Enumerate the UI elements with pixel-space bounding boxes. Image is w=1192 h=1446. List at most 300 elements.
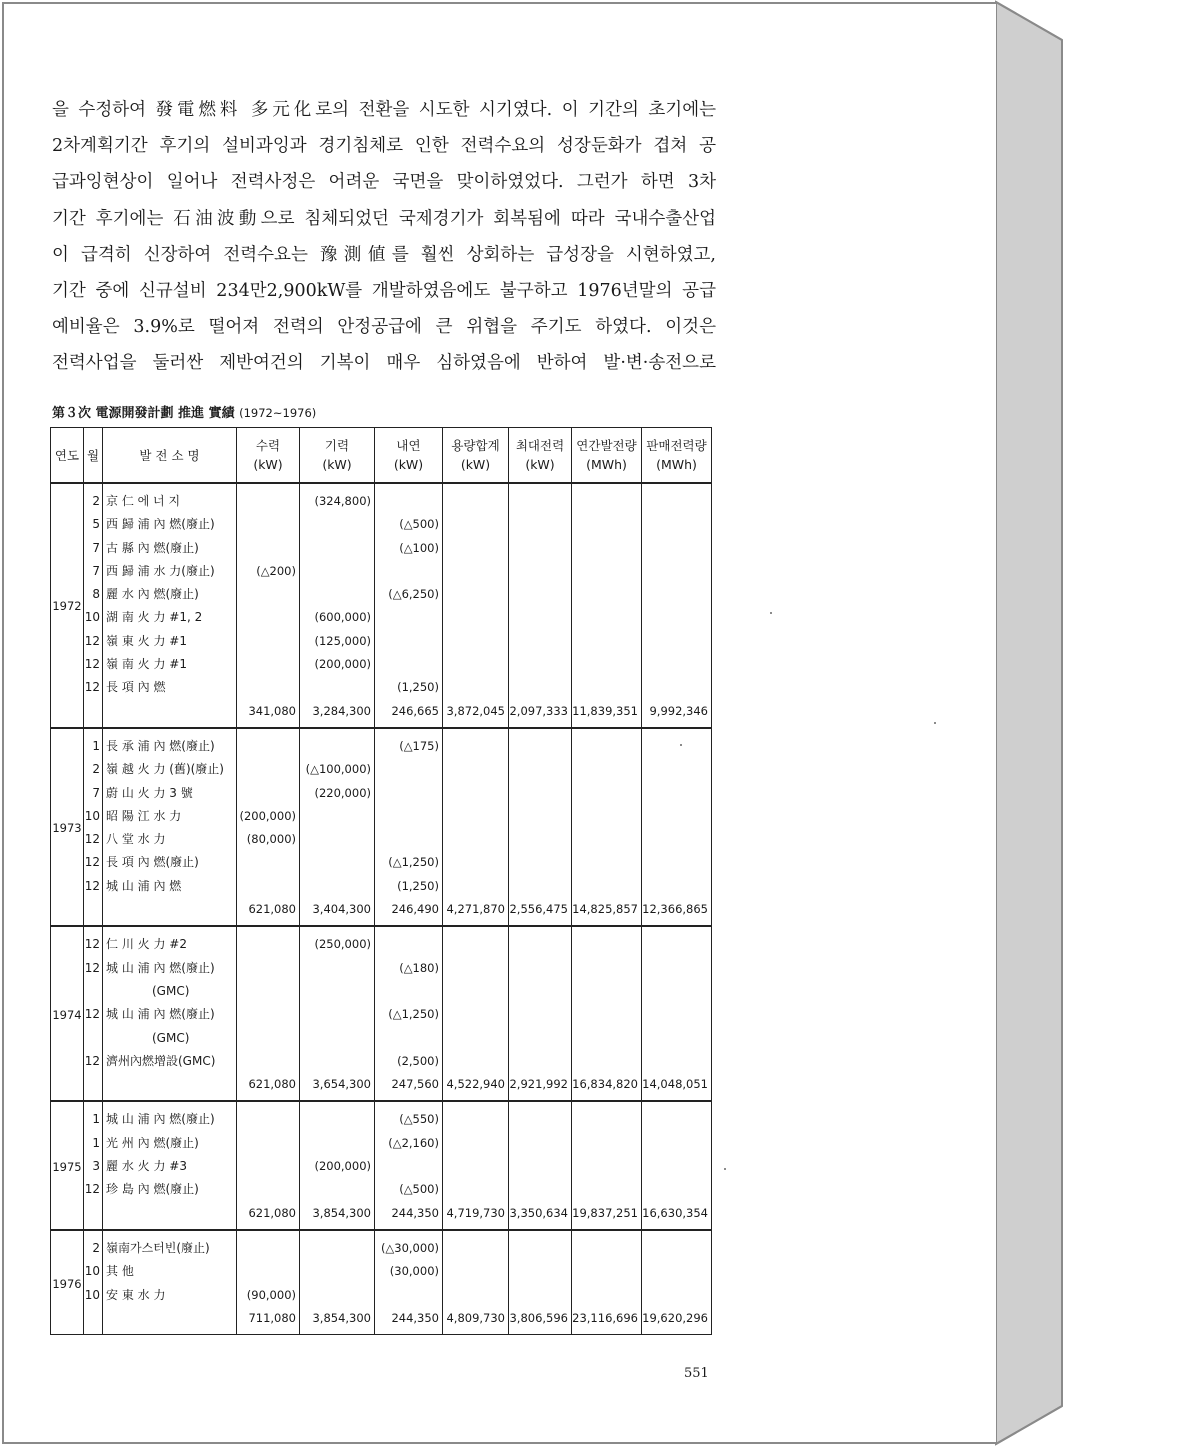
table-header-row (51, 428, 712, 484)
thermal-value (300, 851, 371, 874)
empty-line (509, 851, 568, 874)
table-row (51, 1101, 712, 1229)
empty-line (572, 957, 638, 980)
empty-line (443, 630, 505, 653)
empty-line (443, 513, 505, 536)
header-peak (509, 428, 572, 484)
header-sales-unit: (MWh) (656, 457, 697, 472)
internal-value: (1,250) (397, 680, 439, 695)
month-cell (84, 483, 103, 728)
plant-name: 長 承 浦 內 燃(廢止) (106, 738, 215, 753)
hydro-value (237, 1027, 296, 1050)
empty-line (509, 606, 568, 629)
empty-line (443, 735, 505, 758)
internal-cell (375, 483, 443, 728)
header-annual-gen-label: 연간발전량 (576, 438, 637, 453)
empty-line (642, 560, 708, 583)
empty-line (572, 583, 638, 606)
annual_gen-cell (572, 926, 642, 1101)
header-peak-label: 최대전력 (515, 438, 565, 453)
paragraph-line: 기간 후기에는 石油波動으로 침체되었던 국제경기가 회복됨에 따라 국내수출산업 (52, 208, 716, 229)
empty-line (443, 1155, 505, 1178)
month-spacer (84, 1307, 100, 1330)
empty-line (642, 537, 708, 560)
hydro-value (237, 957, 296, 980)
thermal-value (300, 1178, 371, 1201)
empty-line (443, 875, 505, 898)
month-value: 10 (84, 1287, 100, 1302)
empty-line (572, 1027, 638, 1050)
development-results-table (50, 427, 712, 1335)
empty-line (509, 1260, 568, 1283)
hydro-value (237, 490, 296, 513)
month-value: 12 (84, 680, 100, 695)
total-capacity-total: 4,719,730 (446, 1205, 505, 1220)
plant-name: 西 歸 浦 水 力(廢止) (106, 563, 215, 578)
internal-value (375, 630, 439, 653)
empty-line (572, 537, 638, 560)
hydro-value (237, 583, 296, 606)
empty-line (642, 490, 708, 513)
hydro-cell (237, 1101, 300, 1229)
hydro-value (237, 1132, 296, 1155)
total-sales: 19,620,296 (642, 1310, 708, 1325)
total-annual-gen: 19,837,251 (572, 1205, 638, 1220)
empty-line (642, 851, 708, 874)
month-cell (84, 926, 103, 1101)
empty-line (443, 583, 505, 606)
header-hydro-unit: (kW) (253, 457, 283, 472)
annual_gen-cell (572, 1101, 642, 1229)
empty-line (443, 1260, 505, 1283)
total-internal: 247,560 (391, 1077, 439, 1092)
thermal-value (300, 1027, 371, 1050)
total-internal: 246,665 (391, 703, 439, 718)
peak-cell (509, 483, 572, 728)
hydro-cell (237, 1230, 300, 1335)
thermal-value: (△100,000) (305, 762, 371, 777)
empty-line (443, 1132, 505, 1155)
empty-line (443, 1050, 505, 1073)
month-value: 12 (84, 937, 100, 952)
sales-cell (642, 1230, 712, 1335)
total-capacity-total: 4,522,940 (446, 1077, 505, 1092)
plant-spacer (106, 700, 236, 723)
empty-line (642, 1003, 708, 1026)
empty-line (443, 653, 505, 676)
empty-line (642, 1284, 708, 1307)
plant-name: 古 縣 內 燃(廢止) (106, 540, 199, 555)
paragraph-line: 을 수정하여 發電燃料 多元化로의 전환을 시도한 시기였다. 이 기간의 초기에는 (52, 100, 716, 120)
empty-line (443, 805, 505, 828)
year-cell: 1974 (51, 926, 84, 1101)
plant-spacer (106, 898, 236, 921)
hydro-value: (200,000) (239, 808, 296, 823)
paragraph-line: 예비율은 3.9%로 떨어져 전력의 안정공급에 큰 위협을 주기도 하였다. 이것은 (52, 317, 716, 338)
table-caption (52, 402, 316, 421)
empty-line (642, 1050, 708, 1073)
empty-line (443, 537, 505, 560)
table-caption-period: (1972~1976) (239, 406, 317, 420)
plant-name: 湖 南 火 力 #1, 2 (106, 610, 203, 625)
month-spacer (84, 898, 100, 921)
plant-cell (103, 926, 237, 1101)
total-hydro: 621,080 (248, 1205, 296, 1220)
empty-line (642, 1027, 708, 1050)
header-sales (642, 428, 712, 484)
paragraph-line: 이 급격히 신장하여 전력수요는 豫測値를 훨씬 상회하는 급성장을 시현하였고, (52, 244, 716, 265)
hydro-cell (237, 728, 300, 926)
header-month: 월 (84, 428, 103, 484)
internal-value: (△175) (399, 738, 439, 753)
month-value: 7 (92, 540, 100, 555)
thermal-cell (300, 926, 375, 1101)
empty-line (443, 490, 505, 513)
plant-name: 嶺南가스터빈(廢止) (106, 1240, 210, 1255)
total-hydro: 621,080 (248, 902, 296, 917)
total-internal: 244,350 (391, 1205, 439, 1220)
month-value: 12 (84, 657, 100, 672)
thermal-value (300, 537, 371, 560)
empty-line (572, 805, 638, 828)
empty-line (572, 560, 638, 583)
empty-line (509, 782, 568, 805)
total-capacity-total: 4,809,730 (446, 1310, 505, 1325)
empty-line (642, 1178, 708, 1201)
hydro-value (237, 513, 296, 536)
thermal-cell (300, 1230, 375, 1335)
month-value: 1 (92, 738, 100, 753)
empty-line (509, 933, 568, 956)
internal-value (375, 805, 439, 828)
plant-cell (103, 1230, 237, 1335)
empty-line (642, 630, 708, 653)
empty-line (509, 758, 568, 781)
capacity_total-cell (443, 1230, 509, 1335)
internal-cell (375, 1230, 443, 1335)
thermal-value (300, 1237, 371, 1260)
empty-line (642, 957, 708, 980)
scan-speck (934, 722, 936, 724)
header-peak-unit: (kW) (525, 457, 555, 472)
internal-value (375, 1027, 439, 1050)
thermal-value: (200,000) (314, 1159, 371, 1174)
hydro-value (237, 1260, 296, 1283)
empty-line (443, 1108, 505, 1131)
annual_gen-cell (572, 483, 642, 728)
empty-line (572, 851, 638, 874)
internal-value: (1,250) (397, 878, 439, 893)
paragraph-line: 급과잉현상이 일어나 전력사정은 어려운 국면을 맞이하였었다. 그런가 하면 3차 (52, 172, 716, 193)
hydro-value (237, 1178, 296, 1201)
empty-line (642, 933, 708, 956)
plant-name: 嶺 越 火 力 (舊)(廢止) (106, 762, 224, 777)
month-value: 10 (84, 1264, 100, 1279)
hydro-value: (△200) (256, 563, 296, 578)
sales-cell (642, 728, 712, 926)
plant-name: 安 東 水 力 (106, 1287, 166, 1302)
empty-line (443, 1027, 505, 1050)
year-cell: 1973 (51, 728, 84, 926)
header-plant: 발 전 소 명 (103, 428, 237, 484)
plant-cell (103, 1101, 237, 1229)
plant-name: 濟州內燃增設(GMC) (106, 1053, 216, 1068)
thermal-value: (125,000) (314, 633, 371, 648)
internal-value: (△2,160) (388, 1135, 439, 1150)
empty-line (509, 957, 568, 980)
plant-cell (103, 483, 237, 728)
empty-line (572, 933, 638, 956)
total-internal: 244,350 (391, 1310, 439, 1325)
internal-value: (△100) (399, 540, 439, 555)
header-internal (375, 428, 443, 484)
thermal-cell (300, 1101, 375, 1229)
empty-line (642, 606, 708, 629)
empty-line (572, 735, 638, 758)
total-thermal: 3,654,300 (312, 1077, 371, 1092)
plant-name: 蔚 山 火 力 3 號 (106, 785, 193, 800)
paragraph-line: 2차계획기간 후기의 설비과잉과 경기침체로 인한 전력수요의 성장둔화가 겹쳐 공 (52, 136, 716, 157)
internal-value (375, 606, 439, 629)
empty-line (443, 828, 505, 851)
month-value: 2 (92, 762, 100, 777)
paragraph-line: 기간 중에 신규설비 234만2,900kW를 개발하였음에도 불구하고 1976년말의 공급 (52, 280, 716, 301)
month-value: 10 (84, 808, 100, 823)
hydro-value (237, 782, 296, 805)
hydro-value (237, 933, 296, 956)
internal-value (375, 560, 439, 583)
empty-line (642, 735, 708, 758)
month-value: 2 (92, 1240, 100, 1255)
internal-value (375, 653, 439, 676)
month-value: 12 (84, 832, 100, 847)
empty-line (572, 606, 638, 629)
month-spacer (84, 700, 100, 723)
empty-line (509, 1178, 568, 1201)
empty-line (572, 1237, 638, 1260)
empty-line (642, 1132, 708, 1155)
total-annual-gen: 23,116,696 (572, 1310, 638, 1325)
total-thermal: 3,854,300 (312, 1310, 371, 1325)
plant-name: 城 山 浦 內 燃(廢止) (106, 960, 215, 975)
plant-name: 其 他 (106, 1264, 134, 1279)
empty-line (509, 513, 568, 536)
hydro-value (237, 1003, 296, 1026)
total-peak: 2,556,475 (509, 902, 568, 917)
thermal-value (300, 583, 371, 606)
empty-line (642, 758, 708, 781)
total-peak: 2,921,992 (509, 1077, 568, 1092)
hydro-value (237, 851, 296, 874)
thermal-cell (300, 728, 375, 926)
empty-line (443, 1003, 505, 1026)
plant-name: 八 堂 水 力 (106, 832, 166, 847)
total-thermal: 3,284,300 (312, 703, 371, 718)
internal-value: (△550) (399, 1112, 439, 1127)
internal-value (375, 490, 439, 513)
internal-value: (△1,250) (388, 855, 439, 870)
header-annual-gen (572, 428, 642, 484)
capacity_total-cell (443, 483, 509, 728)
page-number: 551 (684, 1366, 709, 1381)
month-value: 12 (84, 855, 100, 870)
internal-value (375, 1155, 439, 1178)
hydro-cell (237, 483, 300, 728)
total-peak: 3,350,634 (509, 1205, 568, 1220)
table-row (51, 926, 712, 1101)
header-sales-label: 판매전력량 (646, 438, 707, 453)
header-internal-label: 내연 (396, 438, 421, 453)
empty-line (642, 828, 708, 851)
total-sales: 9,992,346 (649, 703, 708, 718)
capacity_total-cell (443, 926, 509, 1101)
year-cell: 1976 (51, 1230, 84, 1335)
empty-line (509, 1050, 568, 1073)
thermal-value (300, 1260, 371, 1283)
month-value: 12 (84, 633, 100, 648)
month-value: 5 (92, 517, 100, 532)
thermal-value (300, 560, 371, 583)
empty-line (509, 875, 568, 898)
total-sales: 16,630,354 (642, 1205, 708, 1220)
hydro-value (237, 758, 296, 781)
empty-line (572, 828, 638, 851)
hydro-value (237, 735, 296, 758)
internal-value: (△1,250) (388, 1007, 439, 1022)
total-thermal: 3,854,300 (312, 1205, 371, 1220)
thermal-cell (300, 483, 375, 728)
empty-line (642, 782, 708, 805)
thermal-value: (324,800) (314, 494, 371, 508)
empty-line (509, 980, 568, 1003)
empty-line (642, 653, 708, 676)
header-hydro-label: 수력 (255, 438, 281, 453)
hydro-value: (80,000) (246, 832, 296, 847)
month-value: 7 (92, 785, 100, 800)
month-value: 1 (92, 1135, 100, 1150)
empty-line (572, 1050, 638, 1073)
thermal-value (300, 1050, 371, 1073)
empty-line (443, 1284, 505, 1307)
plant-name: 長 項 內 燃 (106, 680, 166, 695)
empty-line (509, 1132, 568, 1155)
empty-line (509, 1003, 568, 1026)
month-value: 8 (92, 587, 100, 602)
internal-cell (375, 1101, 443, 1229)
internal-value (375, 828, 439, 851)
hydro-value: (90,000) (246, 1287, 296, 1302)
total-hydro: 711,080 (248, 1310, 296, 1325)
empty-line (509, 1108, 568, 1131)
empty-line (572, 513, 638, 536)
plant-name: 嶺 南 火 力 #1 (106, 657, 187, 672)
internal-value: (30,000) (389, 1264, 439, 1279)
month-spacer (84, 1202, 100, 1225)
empty-line (443, 851, 505, 874)
empty-line (509, 1284, 568, 1307)
empty-line (509, 1027, 568, 1050)
peak-cell (509, 1101, 572, 1229)
empty-line (642, 805, 708, 828)
sales-cell (642, 926, 712, 1101)
capacity_total-cell (443, 1101, 509, 1229)
header-thermal-unit: (kW) (322, 457, 352, 472)
plant-spacer (106, 1073, 236, 1096)
empty-line (443, 1178, 505, 1201)
internal-value: (△6,250) (388, 587, 439, 602)
plant-name: (GMC) (152, 1030, 190, 1045)
empty-line (642, 1108, 708, 1131)
total-annual-gen: 11,839,351 (572, 703, 638, 718)
plant-name: 仁 川 火 力 #2 (106, 937, 187, 952)
scan-speck (724, 1168, 726, 1170)
total-capacity-total: 3,872,045 (446, 703, 505, 718)
internal-value (375, 1284, 439, 1307)
empty-line (642, 875, 708, 898)
internal-value: (△180) (399, 960, 439, 975)
empty-line (509, 490, 568, 513)
empty-line (642, 676, 708, 699)
month-spacer (84, 1073, 100, 1096)
empty-line (572, 653, 638, 676)
empty-line (509, 653, 568, 676)
empty-line (642, 1155, 708, 1178)
month-value (84, 980, 100, 1003)
thermal-value: (220,000) (314, 785, 371, 800)
thermal-value: (250,000) (314, 937, 371, 952)
hydro-cell (237, 926, 300, 1101)
empty-line (443, 933, 505, 956)
header-thermal-label: 기력 (324, 438, 350, 453)
table-caption-title: 第３次 電源開發計劃 推進 實績 (52, 406, 235, 421)
empty-line (572, 980, 638, 1003)
empty-line (572, 1108, 638, 1131)
month-cell (84, 1230, 103, 1335)
empty-line (509, 630, 568, 653)
plant-name: 京 仁 에 너 지 (106, 494, 181, 508)
hydro-value (237, 1108, 296, 1131)
internal-value: (△30,000) (380, 1240, 439, 1255)
hydro-value (237, 980, 296, 1003)
table-row (51, 483, 712, 728)
empty-line (509, 583, 568, 606)
empty-line (572, 1178, 638, 1201)
plant-spacer (106, 1307, 236, 1330)
total-internal: 246,490 (391, 902, 439, 917)
total-peak: 2,097,333 (509, 703, 568, 718)
header-capacity-total (443, 428, 509, 484)
hydro-value (237, 630, 296, 653)
month-value: 12 (84, 960, 100, 975)
thermal-value (300, 957, 371, 980)
hydro-value (237, 875, 296, 898)
empty-line (509, 1155, 568, 1178)
total-sales: 12,366,865 (642, 902, 708, 917)
empty-line (509, 537, 568, 560)
month-value: 12 (84, 1007, 100, 1022)
thermal-value: (200,000) (314, 657, 371, 672)
hydro-value (237, 606, 296, 629)
empty-line (509, 805, 568, 828)
thermal-value (300, 1108, 371, 1131)
internal-value (375, 758, 439, 781)
internal-value: (2,500) (397, 1053, 439, 1068)
internal-value (375, 980, 439, 1003)
year-cell: 1975 (51, 1101, 84, 1229)
empty-line (443, 782, 505, 805)
thermal-value (300, 828, 371, 851)
plant-name: 嶺 東 火 力 #1 (106, 633, 187, 648)
